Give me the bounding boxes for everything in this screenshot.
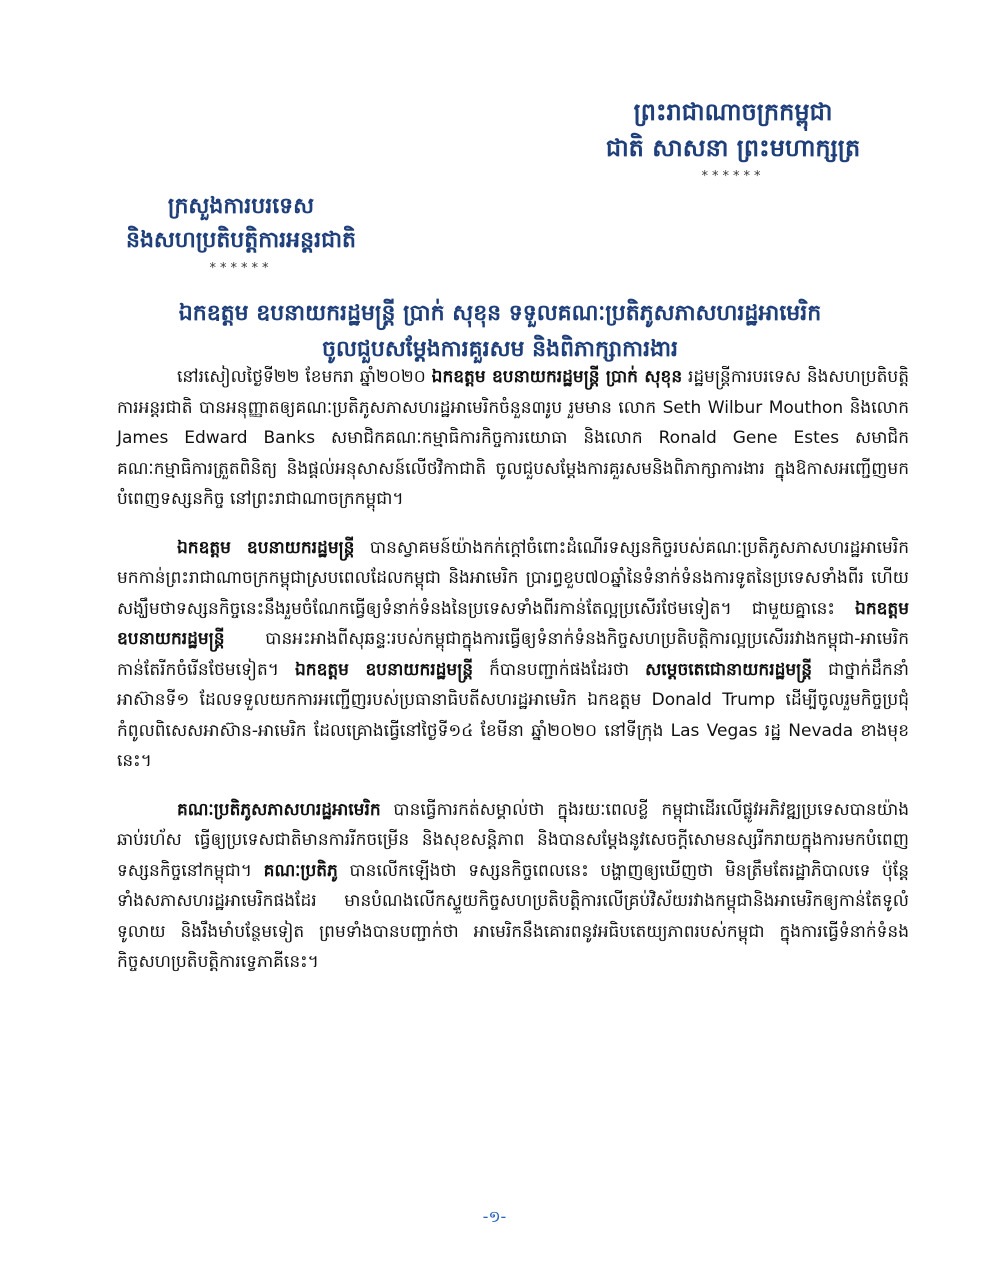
press-release-headline xyxy=(100,296,900,368)
paragraph-2-text-c: ក៏បានបញ្ជាក់ផងដែរថា xyxy=(473,659,646,680)
ministry-header xyxy=(76,190,406,278)
paragraph-2-text-d: ជាថ្នាក់ដឹកនាំអាស៊ានទី១ ដែលទទួលយកការអញ្ជើញរបស់ប្រធានាធិបតីសហរដ្ឋអាមេរិក ឯកឧត្តម Donald Trump ដើម្បីចូលរួមកិច្ចប្រជុំកំពូលពិសេសអាស៊ាន-អាមេរិក ដែលគ្រោងធ្វើនៅថ្ងៃទី១៤ ខែមីនា ឆ្នាំ២០២០ នៅទីក្រុង Las Vegas រដ្ឋ Nevada ខាងមុខនេះ។ xyxy=(117,659,909,771)
paragraph-1-text-b: រដ្ឋមន្ត្រីការបរទេស និងសហប្រតិបត្តិការអន្តរជាតិ បានអនុញ្ញាតឲ្យគណៈប្រតិភូសភាសហរដ្ឋអាមេរិកចំនួន៣រូប រួមមាន លោក Seth Wilbur Mouthon និងលោក James Edward Banks សមាជិកគណៈកម្មាធិការកិច្ចការយោធា និងលោក Ronald Gene Estes សមាជិកគណៈកម្មាធិការត្រួតពិនិត្យ និងផ្តល់អនុសាសន៍លើថវិកាជាតិ ចូលជួបសម្តែងការគួរសមនិងពិភាក្សាការងារ ក្នុងឱកាសអញ្ជើញមកបំពេញទស្សនកិច្ច នៅព្រះរាជាណាចក្រកម្ពុជា។ xyxy=(117,367,909,509)
article-body xyxy=(117,362,909,996)
paragraph-3-bold-b: គណៈប្រតិភូ xyxy=(263,860,338,881)
paragraph-2-text-a: បានស្វាគមន៍យ៉ាងកក់ក្តៅចំពោះដំណើរទស្សនកិច្ចរបស់គណៈប្រតិភូសភាសហរដ្ឋអាមេរិកមកកាន់ព្រះរាជាណាចក្រកម្ពុជាស្របពេលដែលកម្ពុជា និងអាមេរិក ប្រារព្ធខួប៧០ឆ្នាំនៃទំនាក់ទំនងការទូតនៃប្រទេសទាំងពីរ ហើយសង្ឃឹមថាទស្សនកិច្ចនេះនឹងរួមចំណែកធ្វើឲ្យទំនាក់ទំនងនៃប្រទេសទាំងពីរកាន់តែល្អប្រសើរថែមទៀត។ ជាមួយគ្នានេះ xyxy=(117,537,910,619)
paragraph-3-bold-a: គណៈប្រតិភូសភាសហរដ្ឋអាមេរិក xyxy=(177,799,381,820)
ministry-stars: ****** xyxy=(209,261,273,276)
page-number: -១- xyxy=(482,1207,507,1226)
kingdom-header xyxy=(583,94,883,186)
headline-line-1: ឯកឧត្តម ឧបនាយករដ្ឋមន្ត្រី ប្រាក់ សុខុន ទទួលគណៈប្រតិភូសភាសហរដ្ឋអាមេរិក xyxy=(178,301,822,326)
paragraph-3-text-b: បានលើកឡើងថា ទស្សនកិច្ចពេលនេះ បង្ហាញឲ្យឃើញថា មិនត្រឹមតែរដ្ឋាភិបាលទេ ប៉ុន្តែទាំងសភាសហរដ្ឋអាមេរិកផងដែរ មានបំណងលើកស្ទួយកិច្ចសហប្រតិបត្តិការលើគ្រប់វិស័យរវាងកម្ពុជានិងអាមេរិកឲ្យកាន់តែទូលំទូលាយ និងរឹងមាំបន្ថែមទៀត ព្រមទាំងបានបញ្ជាក់ថា អាមេរិកនឹងគោរពនូវអធិបតេយ្យភាពរបស់កម្ពុជា ក្នុងការធ្វើទំនាក់ទំនងកិច្ចសហប្រតិបត្តិការទ្វេភាគីនេះ។ xyxy=(117,860,910,972)
kingdom-stars: ****** xyxy=(701,169,765,184)
paragraph-1-bold-a: ឯកឧត្តម ឧបនាយករដ្ឋមន្ត្រី ប្រាក់ សុខុន xyxy=(431,367,683,387)
kingdom-motto: ជាតិ សាសនា ព្រះមហាក្សត្រ xyxy=(605,134,861,162)
paragraph-2-bold-b: ឯកឧត្តម ឧបនាយករដ្ឋមន្ត្រី xyxy=(117,598,909,649)
kingdom-name: ព្រះរាជាណាចក្រកម្ពុជា xyxy=(633,98,833,126)
paragraph-3 xyxy=(117,795,909,978)
paragraph-2-bold-a: ឯកឧត្តម ឧបនាយករដ្ឋមន្ត្រី xyxy=(177,537,355,558)
paragraph-1-text-a: នៅរសៀលថ្ងៃទី២២ ខែមករា ឆ្នាំ២០២០ xyxy=(177,367,432,387)
headline-line-2: ចូលជួបសម្តែងការគួរសម និងពិភាក្សាការងារ xyxy=(321,337,679,362)
ministry-line-1: ក្រសួងការបរទេស xyxy=(167,194,315,219)
paragraph-1 xyxy=(117,362,909,515)
paragraph-2-text-b: បានអះអាងពីសុឆន្ទៈរបស់កម្ពុជាក្នុងការធ្វើឲ្យទំនាក់ទំនងកិច្ចសហប្រតិបត្តិការល្អប្រសើររវាងកម្ពុជា-អាមេរិកកាន់តែរីកចំរើនថែមទៀត។ xyxy=(117,629,909,680)
paragraph-2-bold-d: សម្តេចតេជោនាយករដ្ឋមន្ត្រី xyxy=(645,659,813,680)
ministry-line-2: និងសហប្រតិបត្តិការអន្តរជាតិ xyxy=(126,228,356,253)
paragraph-2 xyxy=(117,533,909,777)
paragraph-3-text-a: បានធ្វើការកត់សម្គាល់ថា ក្នុងរយៈពេលខ្លី កម្ពុជាដើរលើផ្លូវអភិវឌ្ឍប្រទេសបានយ៉ាងឆាប់រហ័ស ធ្វើឲ្យប្រទេសជាតិមានការរីកចម្រើន និងសុខសន្តិភាព និងបានសម្តែងនូវសេចក្តីសោមនស្សរីករាយក្នុងការមកបំពេញទស្សនកិច្ចនៅកម្ពុជា។ xyxy=(117,799,909,881)
paragraph-2-bold-c: ឯកឧត្តម ឧបនាយករដ្ឋមន្ត្រី xyxy=(294,659,474,680)
